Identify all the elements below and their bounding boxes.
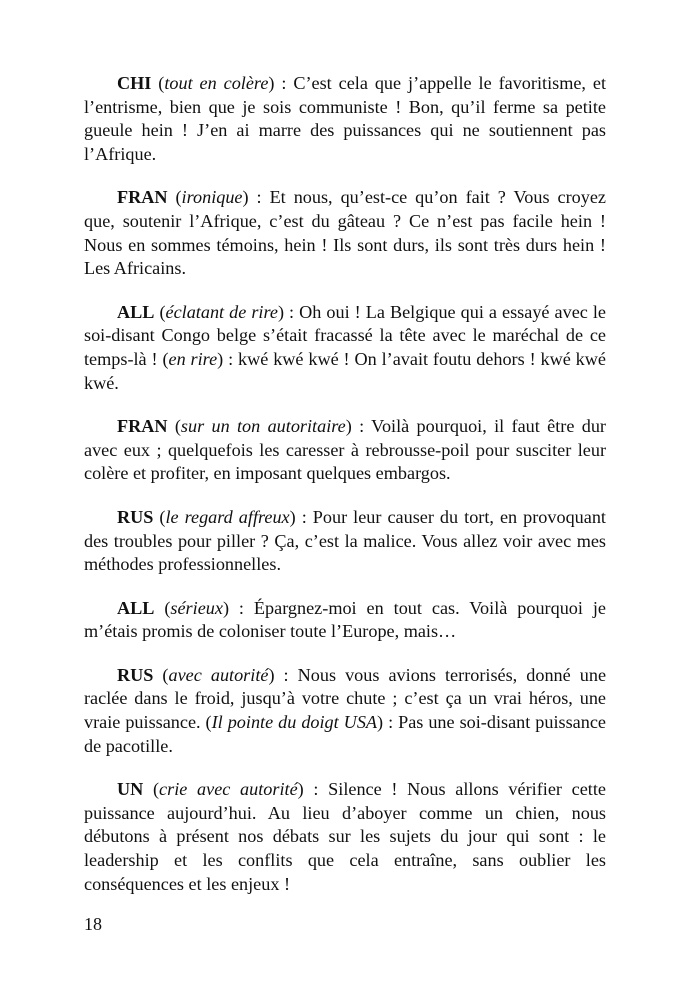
stage-direction: en rire — [168, 348, 218, 369]
dialogue-text: ) : Pas une soi-disant puissance de pacotille. — [84, 712, 606, 756]
dialogue-paragraph-chi — [84, 72, 606, 166]
speaker-name: FRAN — [117, 416, 168, 437]
stage-direction: Il pointe du doigt USA — [211, 712, 378, 733]
stage-direction: sur un ton autoritaire — [180, 416, 346, 437]
dialogue-text: ( — [151, 73, 165, 93]
stage-direction: crie avec autorité — [159, 779, 298, 800]
dialogue-text: ( — [153, 506, 166, 527]
dialogue-text: ( — [167, 187, 182, 208]
dialogue-text: ( — [167, 416, 181, 437]
dialogue-paragraph-rus — [84, 506, 606, 577]
page-number: 18 — [84, 914, 102, 934]
stage-direction: ironique — [181, 187, 243, 208]
dialogue-text-block — [84, 72, 606, 916]
dialogue-text: ) : Silence ! Nous allons vérifier cette puissance aujourd’hui. Au lieu d’aboyer comme un chien, nous débutons à présent nos débats sur les sujets du jour qui sont : le leadership et les conflits que cela entraîne, sans oublier les conséquences et les enjeux ! — [84, 779, 606, 894]
dialogue-text: ( — [153, 664, 169, 685]
stage-direction: le regard affreux — [165, 506, 290, 527]
dialogue-text: ( — [143, 779, 160, 800]
dialogue-paragraph-rus — [84, 664, 606, 758]
dialogue-paragraph-all — [84, 597, 606, 644]
stage-direction: sérieux — [170, 597, 223, 618]
stage-direction: éclatant de rire — [165, 301, 278, 322]
dialogue-paragraph-fran — [84, 186, 606, 280]
stage-direction: avec autorité — [168, 664, 269, 685]
speaker-name: UN — [117, 779, 144, 800]
dialogue-text: ) : Oh oui ! La Belgique qui a essayé avec le soi-disant Congo belge s’était fracassé la tête avec le maréchal de ce temps-là ! ( — [84, 301, 607, 369]
dialogue-text: ) : Pour leur causer du tort, en provoquant des troubles pour piller ? Ça, c’est la malice. Vous allez voir avec mes méthodes professionnelles. — [84, 506, 606, 575]
dialogue-text: ( — [154, 597, 171, 618]
dialogue-paragraph-all — [84, 301, 606, 395]
dialogue-text: ) : Et nous, qu’est-ce qu’on fait ? Vous croyez que, soutenir l’Afrique, c’est du gâteau ? Ce n’est pas facile hein ! Nous en sommes témoins, hein ! Ils sont durs, ils sont très durs hein ! Les Africains. — [84, 187, 606, 279]
dialogue-paragraph-fran — [84, 415, 606, 486]
speaker-name: ALL — [117, 301, 155, 322]
dialogue-paragraph-un — [84, 778, 606, 896]
dialogue-text: ) : Nous vous avions terrorisés, donné une raclée dans le froid, jusqu’à votre chute ; c’est ça un vrai héros, une vraie puissance. ( — [84, 664, 607, 733]
speaker-name: RUS — [117, 506, 154, 527]
speaker-name: RUS — [117, 664, 154, 685]
speaker-name: CHI — [117, 73, 152, 93]
speaker-name: FRAN — [117, 187, 168, 208]
stage-direction: tout en colère — [164, 73, 269, 93]
dialogue-text: ) : kwé kwé kwé ! On l’avait foutu dehors ! kwé kwé kwé. — [84, 348, 606, 393]
speaker-name: ALL — [117, 597, 155, 618]
dialogue-text: ( — [154, 301, 166, 322]
dialogue-text: ) : C’est cela que j’appelle le favoritisme, et l’entrisme, bien que je sois communiste ! Bon, qu’il ferme sa petite gueule hein ! J’en ai marre des puissances qui ne soutiennent pas l’Afrique. — [84, 73, 607, 164]
dialogue-text: ) : Voilà pourquoi, il faut être dur avec eux ; quelquefois les caresser à rebrousse-poil pour susciter leur colère et profiter, en imposant quelques embargos. — [84, 416, 606, 484]
dialogue-text: ) : Épargnez-moi en tout cas. Voilà pourquoi je m’étais promis de coloniser toute l’Europe, mais… — [84, 597, 606, 642]
